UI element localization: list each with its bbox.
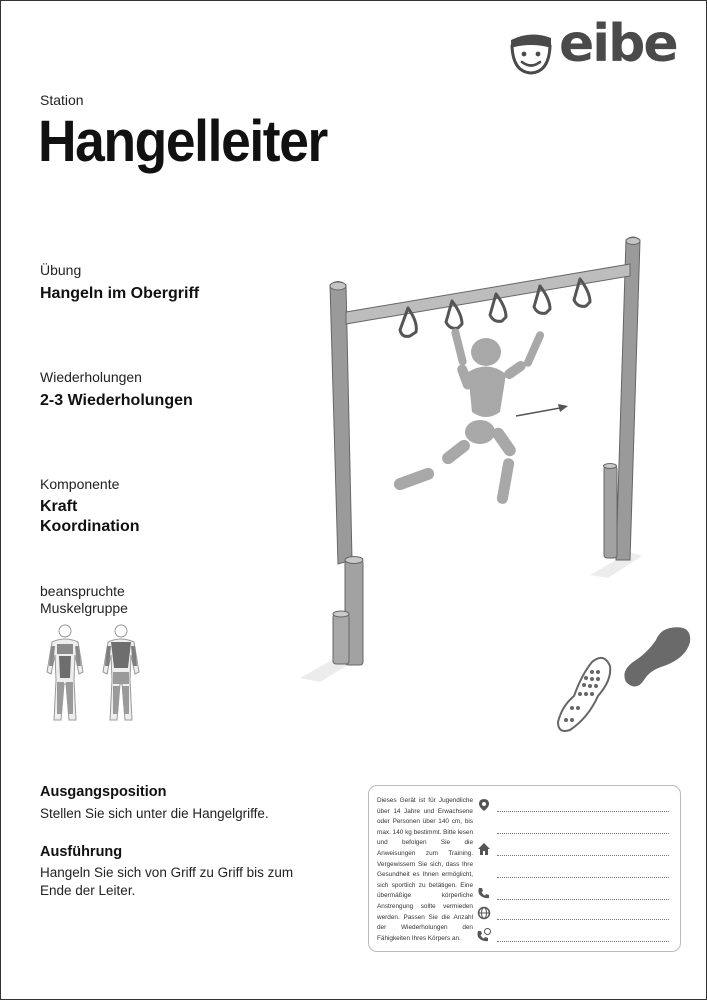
emergency-row [477, 926, 669, 946]
location-icon [477, 798, 491, 812]
direction-arrow-icon [516, 404, 568, 416]
shoe-sole-icon [558, 658, 610, 731]
muscle-group-figures [38, 622, 148, 724]
component-value-2: Koordination [40, 518, 140, 535]
execution-text-1: Hangeln Sie sich von Griff zu Griff bis zum [40, 865, 294, 880]
footprint-icon [624, 627, 690, 686]
phone-row [477, 884, 669, 904]
start-position-text: Stellen Sie sich unter die Hangelgriffe. [40, 806, 269, 821]
dotted-line [497, 877, 669, 878]
web-line [497, 919, 669, 920]
location-line [497, 811, 669, 812]
page-title: Hangelleiter [38, 109, 327, 174]
body-front-icon [47, 625, 83, 720]
home-icon [477, 842, 491, 856]
brand-name: eibe [559, 14, 677, 74]
left-post [330, 282, 363, 666]
emergency-phone-icon [477, 928, 491, 942]
execution-text-2: Ende der Leiter. [40, 883, 136, 898]
exercising-figure [392, 328, 545, 505]
component-value-1: Kraft [40, 498, 78, 515]
exercise-label: Übung [40, 262, 82, 278]
emergency-line [497, 941, 669, 942]
dotted-line [497, 833, 669, 834]
right-post [604, 237, 641, 560]
globe-icon [477, 906, 491, 920]
location-row [477, 796, 669, 816]
hangelleiter-illustration [290, 230, 690, 690]
extra-line-row-2 [477, 862, 669, 882]
muscle-group-label-1: beanspruchte [40, 583, 125, 599]
phone-icon [477, 886, 491, 900]
extra-line-row [477, 818, 669, 838]
component-label: Komponente [40, 476, 120, 492]
footprints-icon [552, 622, 697, 737]
body-back-icon [103, 625, 139, 720]
repetitions-value: 2-3 Wiederholungen [40, 392, 193, 409]
phone-line [497, 899, 669, 900]
muscle-group-label-2: Muskelgruppe [40, 600, 128, 616]
home-row [477, 840, 669, 860]
web-row [477, 904, 669, 924]
repetitions-label: Wiederholungen [40, 369, 142, 385]
logo-face-icon [505, 28, 557, 78]
exercise-value: Hangeln im Obergriff [40, 285, 200, 302]
station-label: Station [40, 92, 84, 108]
home-line [497, 855, 669, 856]
brand-logo [505, 14, 680, 84]
start-position-heading: Ausgangsposition [40, 784, 167, 800]
safety-info-box [368, 785, 681, 952]
execution-heading: Ausführung [40, 844, 123, 860]
safety-info-text: Dieses Gerät ist für Jugendliche über 14 Jahre und Erwachsene oder Personen über 140 cm, bis max. 140 kg bestimmt. Bitte lesen und befolgen Sie die Anweisungen zum Training. Vergewissern Sie sich, dass Ihre Gesundheit es Ihnen ermöglicht, sich sportlich zu betätigen. Eine übermäßige körperliche Anstrengung sollte vermieden werden. Passen Sie die Anzahl der Wiederholungen den Fähigkeiten Ihres Körpers an. [377, 797, 473, 942]
